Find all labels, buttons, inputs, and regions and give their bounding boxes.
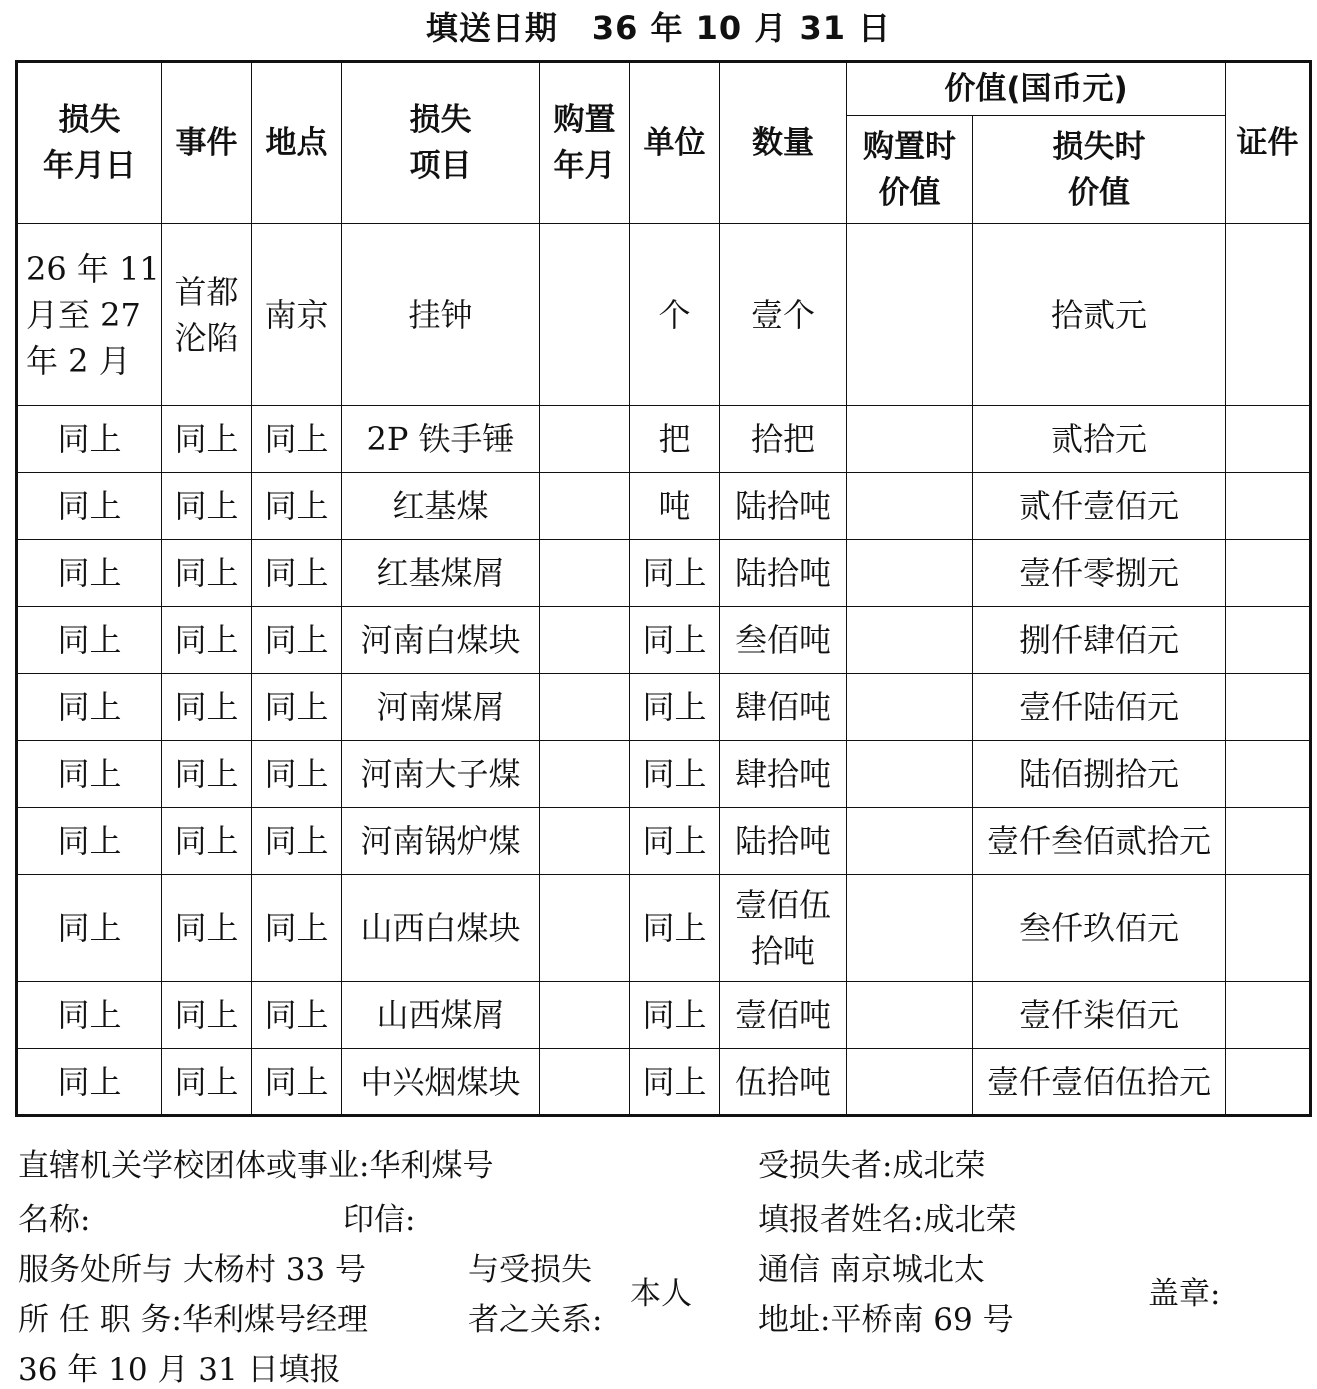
cell-value-loss: 壹仟柒佰元 <box>973 982 1226 1049</box>
cell-purchase-date <box>540 224 630 406</box>
cell-purchase-date <box>540 875 630 982</box>
cell-loss-date: 同上 <box>17 607 162 674</box>
cell-value-loss: 贰拾元 <box>973 406 1226 473</box>
ledger-body <box>17 224 1311 1116</box>
cell-purchase-date <box>540 540 630 607</box>
workplace-value: 大杨村 33 号 <box>182 1252 367 1288</box>
contact-value: 南京城北太 <box>829 1252 985 1288</box>
seal-label: 印信: <box>343 1202 416 1238</box>
cell-item: 红基煤 <box>342 473 540 540</box>
cell-value-loss: 拾贰元 <box>973 224 1226 406</box>
cell-quantity: 陆拾吨 <box>720 540 847 607</box>
cell-place: 同上 <box>252 741 342 808</box>
cell-value-loss: 壹仟零捌元 <box>973 540 1226 607</box>
relation-label-1: 与受损失 <box>468 1252 592 1288</box>
cell-certificate <box>1226 875 1311 982</box>
cell-quantity: 壹个 <box>720 224 847 406</box>
cell-unit: 同上 <box>630 808 720 875</box>
cell-item: 河南白煤块 <box>342 607 540 674</box>
cell-purchase-date <box>540 808 630 875</box>
cell-loss-date: 同上 <box>17 741 162 808</box>
filed-date: 36 年 10 月 31 日填报 <box>18 1352 341 1388</box>
victim-value: 成北荣 <box>892 1148 986 1184</box>
cell-purchase-date <box>540 674 630 741</box>
org-label: 直辖机关学校团体或事业: <box>18 1148 370 1184</box>
col-header-value-group: 价值(国币元) <box>847 62 1226 116</box>
cell-event: 同上 <box>162 406 252 473</box>
address-value: 平桥南 69 号 <box>830 1302 1014 1338</box>
cell-quantity: 壹佰伍拾吨 <box>720 875 847 982</box>
col-header-item: 损失 项目 <box>342 62 540 224</box>
contact-line <box>758 1244 985 1289</box>
cell-place: 同上 <box>252 1049 342 1116</box>
table-row <box>17 473 1311 540</box>
cell-place: 同上 <box>252 808 342 875</box>
address-line <box>758 1294 1014 1339</box>
cell-loss-date: 同上 <box>17 473 162 540</box>
reporter-label: 填报者姓名: <box>758 1202 924 1238</box>
cell-unit: 同上 <box>630 540 720 607</box>
cell-loss-date: 同上 <box>17 808 162 875</box>
cell-unit: 同上 <box>630 741 720 808</box>
cell-value-purchase <box>847 224 973 406</box>
cell-value-loss: 捌仟肆佰元 <box>973 607 1226 674</box>
cell-loss-date: 同上 <box>17 406 162 473</box>
cell-certificate <box>1226 473 1311 540</box>
fill-date-label: 填送日期 <box>425 9 558 47</box>
cell-value-purchase <box>847 473 973 540</box>
cell-certificate <box>1226 741 1311 808</box>
relation-label-2: 者之关系: <box>468 1302 603 1338</box>
cell-event: 同上 <box>162 982 252 1049</box>
cell-value-loss: 叁仟玖佰元 <box>973 875 1226 982</box>
cell-place: 同上 <box>252 875 342 982</box>
cell-quantity: 叁佰吨 <box>720 607 847 674</box>
cell-value-loss: 壹仟陆佰元 <box>973 674 1226 741</box>
cell-item: 河南煤屑 <box>342 674 540 741</box>
cell-quantity: 肆佰吨 <box>720 674 847 741</box>
cell-item: 河南锅炉煤 <box>342 808 540 875</box>
cell-value-purchase <box>847 982 973 1049</box>
cell-value-purchase <box>847 1049 973 1116</box>
cell-certificate <box>1226 540 1311 607</box>
col-header-certificate: 证件 <box>1226 62 1311 224</box>
table-row <box>17 607 1311 674</box>
cell-item: 红基煤屑 <box>342 540 540 607</box>
cell-event: 同上 <box>162 473 252 540</box>
cell-unit: 个 <box>630 224 720 406</box>
cell-place: 同上 <box>252 982 342 1049</box>
cell-value-purchase <box>847 808 973 875</box>
cell-quantity: 拾把 <box>720 406 847 473</box>
cell-loss-date: 同上 <box>17 1049 162 1116</box>
address-label: 地址: <box>758 1302 831 1338</box>
cell-unit: 把 <box>630 406 720 473</box>
cell-event: 同上 <box>162 1049 252 1116</box>
fill-date-value: 36 年 10 月 31 日 <box>591 9 892 47</box>
col-header-value-purchase: 购置时 价值 <box>847 116 973 224</box>
cell-value-purchase <box>847 875 973 982</box>
cell-purchase-date <box>540 741 630 808</box>
contact-label: 通信 <box>758 1252 820 1288</box>
col-header-loss-date: 损失 年月日 <box>17 62 162 224</box>
cell-item: 河南大子煤 <box>342 741 540 808</box>
cell-value-purchase <box>847 674 973 741</box>
cell-item: 山西白煤块 <box>342 875 540 982</box>
cell-quantity: 壹佰吨 <box>720 982 847 1049</box>
form-title <box>0 6 1317 50</box>
cell-item: 2P 铁手锤 <box>342 406 540 473</box>
cell-value-purchase <box>847 741 973 808</box>
cell-loss-date: 26 年 11 月至 27 年 2 月 <box>17 224 162 406</box>
position-value: 华利煤号经理 <box>182 1302 369 1338</box>
cell-place: 南京 <box>252 224 342 406</box>
cell-quantity: 伍拾吨 <box>720 1049 847 1116</box>
cell-value-loss: 壹仟壹佰伍拾元 <box>973 1049 1226 1116</box>
org-line <box>18 1140 493 1185</box>
cell-certificate <box>1226 1049 1311 1116</box>
cell-quantity: 陆拾吨 <box>720 473 847 540</box>
cell-certificate <box>1226 982 1311 1049</box>
victim-label: 受损失者: <box>758 1148 893 1184</box>
table-row <box>17 808 1311 875</box>
cell-item: 挂钟 <box>342 224 540 406</box>
cell-unit: 同上 <box>630 1049 720 1116</box>
cell-value-loss: 贰仟壹佰元 <box>973 473 1226 540</box>
cell-value-loss: 壹仟叁佰贰拾元 <box>973 808 1226 875</box>
table-row <box>17 406 1311 473</box>
cell-event: 同上 <box>162 540 252 607</box>
cell-place: 同上 <box>252 473 342 540</box>
cell-certificate <box>1226 808 1311 875</box>
cell-loss-date: 同上 <box>17 540 162 607</box>
cell-event: 同上 <box>162 607 252 674</box>
stamp-label: 盖章: <box>1148 1276 1221 1312</box>
cell-place: 同上 <box>252 540 342 607</box>
cell-item: 山西煤屑 <box>342 982 540 1049</box>
table-row <box>17 1049 1311 1116</box>
col-header-unit: 单位 <box>630 62 720 224</box>
loss-ledger-table <box>15 60 1312 1117</box>
cell-unit: 同上 <box>630 674 720 741</box>
position-line <box>18 1294 368 1339</box>
table-row <box>17 982 1311 1049</box>
cell-unit: 同上 <box>630 875 720 982</box>
workplace-line <box>18 1244 366 1289</box>
workplace-label: 服务处所与 <box>18 1252 173 1288</box>
cell-event: 同上 <box>162 674 252 741</box>
cell-item: 中兴烟煤块 <box>342 1049 540 1116</box>
cell-event: 同上 <box>162 875 252 982</box>
cell-quantity: 肆拾吨 <box>720 741 847 808</box>
cell-certificate <box>1226 674 1311 741</box>
victim-line <box>758 1140 985 1185</box>
cell-certificate <box>1226 406 1311 473</box>
cell-certificate <box>1226 224 1311 406</box>
cell-loss-date: 同上 <box>17 875 162 982</box>
table-row <box>17 875 1311 982</box>
table-row <box>17 224 1311 406</box>
cell-purchase-date <box>540 982 630 1049</box>
cell-value-loss: 陆佰捌拾元 <box>973 741 1226 808</box>
cell-value-purchase <box>847 406 973 473</box>
reporter-value: 成北荣 <box>923 1202 1017 1238</box>
cell-value-purchase <box>847 607 973 674</box>
col-header-quantity: 数量 <box>720 62 847 224</box>
cell-quantity: 陆拾吨 <box>720 808 847 875</box>
cell-loss-date: 同上 <box>17 674 162 741</box>
cell-unit: 同上 <box>630 982 720 1049</box>
cell-purchase-date <box>540 406 630 473</box>
cell-place: 同上 <box>252 607 342 674</box>
cell-purchase-date <box>540 473 630 540</box>
cell-value-purchase <box>847 540 973 607</box>
table-row <box>17 540 1311 607</box>
relation-value: 本人 <box>630 1276 692 1312</box>
cell-place: 同上 <box>252 674 342 741</box>
cell-event: 同上 <box>162 741 252 808</box>
col-header-value-loss: 损失时 价值 <box>973 116 1226 224</box>
col-header-place: 地点 <box>252 62 342 224</box>
table-row <box>17 741 1311 808</box>
table-row <box>17 674 1311 741</box>
name-label: 名称: <box>18 1202 91 1238</box>
cell-loss-date: 同上 <box>17 982 162 1049</box>
col-header-event: 事件 <box>162 62 252 224</box>
position-label: 所 任 职 务: <box>18 1302 183 1338</box>
cell-certificate <box>1226 607 1311 674</box>
org-value: 华利煤号 <box>369 1148 494 1184</box>
cell-purchase-date <box>540 1049 630 1116</box>
cell-purchase-date <box>540 607 630 674</box>
cell-event: 同上 <box>162 808 252 875</box>
reporter-line <box>758 1194 1016 1239</box>
cell-unit: 吨 <box>630 473 720 540</box>
cell-event: 首都沦陷 <box>162 224 252 406</box>
cell-place: 同上 <box>252 406 342 473</box>
cell-unit: 同上 <box>630 607 720 674</box>
col-header-purchase-date: 购置 年月 <box>540 62 630 224</box>
